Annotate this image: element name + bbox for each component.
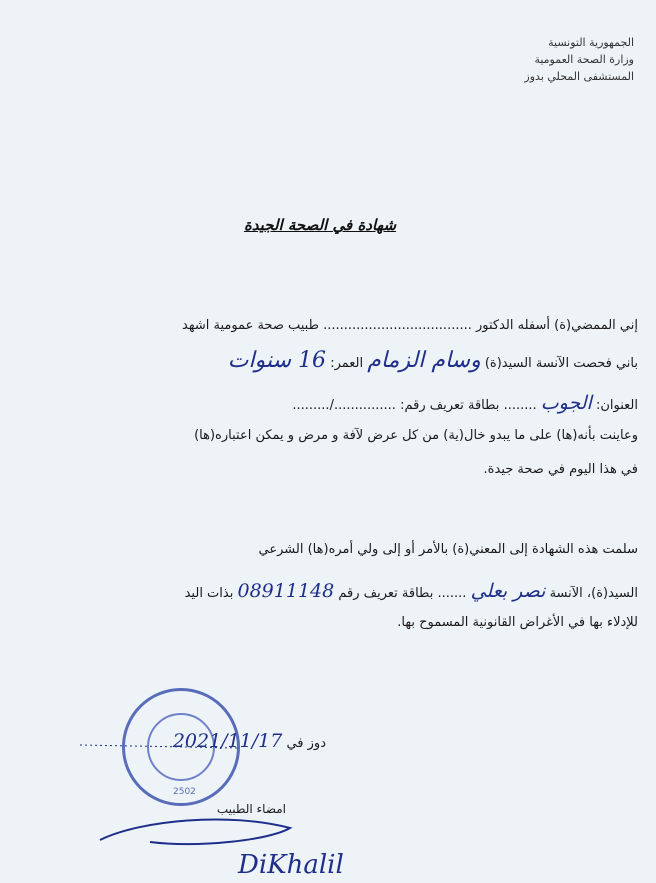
- recipient-intro: السيد(ة)، الآنسة: [549, 586, 638, 601]
- paragraph-purpose: للإدلاء بها في الأغراض القانونية المسموح بها.: [397, 615, 638, 630]
- letterhead-ministry: وزارة الصحة العمومية: [534, 53, 634, 66]
- recipient-name: نصر بعلي: [470, 580, 546, 602]
- recipient-dots: .......: [437, 586, 467, 601]
- stamp-number: 2502: [173, 787, 196, 797]
- paragraph-findings: وعاينت بأنه(ها) على ما يبدو خال(ية) من كل عرض لآفة و مرض و يمكن اعتباره(ها): [194, 428, 638, 443]
- date-label: دوز في: [286, 736, 326, 751]
- paragraph-delivery: سلمت هذه الشهادة إلى المعني(ة) بالأمر أو إلى ولي أمره(ها) الشرعي: [258, 542, 638, 557]
- signature-scrawl: DiKhalil: [238, 850, 344, 880]
- age-label: العمر: [334, 356, 364, 371]
- id-label: بطاقة تعريف رقم: [404, 398, 500, 413]
- patient-intro: باني فحصت الآنسة السيد(ة): [484, 356, 638, 371]
- id-blank: .............../.........: [292, 398, 396, 413]
- doctor-role: طبيب صحة عمومية اشهد: [182, 318, 319, 333]
- letterhead-hospital: المستشفى المحلي بدوز: [524, 70, 634, 83]
- signature-label: امضاء الطبيب: [216, 802, 286, 816]
- address-label: العنوان: [600, 398, 638, 413]
- patient-age: 16 سنوات: [227, 348, 327, 373]
- document-title: شهادة في الصحة الجيدة: [243, 216, 397, 234]
- date-underline: [80, 745, 240, 748]
- signature-flourish: [100, 819, 290, 844]
- letterhead-country: الجمهورية التونسية: [548, 36, 634, 49]
- paragraph-patient: باني فحصت الآنسة السيد(ة) وسام الزمام العمر: 16 سنوات: [227, 348, 638, 373]
- patient-address: الجوب: [540, 392, 592, 414]
- paragraph-conclusion: في هذا اليوم في صحة جيدة.: [483, 462, 638, 477]
- recipient-id: 08911148: [237, 580, 335, 602]
- doctor-name-blank: ....................................: [323, 318, 472, 333]
- date-value: 2021/11/17: [172, 730, 283, 752]
- paragraph-address: العنوان: الجوب ........ بطاقة تعريف رقم: .............../.........: [292, 392, 638, 414]
- recipient-hand: بذات اليد: [184, 586, 234, 601]
- recipient-id-label: بطاقة تعريف رقم: [338, 586, 434, 601]
- patient-name: وسام الزمام: [367, 348, 481, 373]
- address-dots: ........: [503, 398, 537, 413]
- doctor-intro: إني الممضي(ة) أسفله الدكتور: [476, 318, 638, 333]
